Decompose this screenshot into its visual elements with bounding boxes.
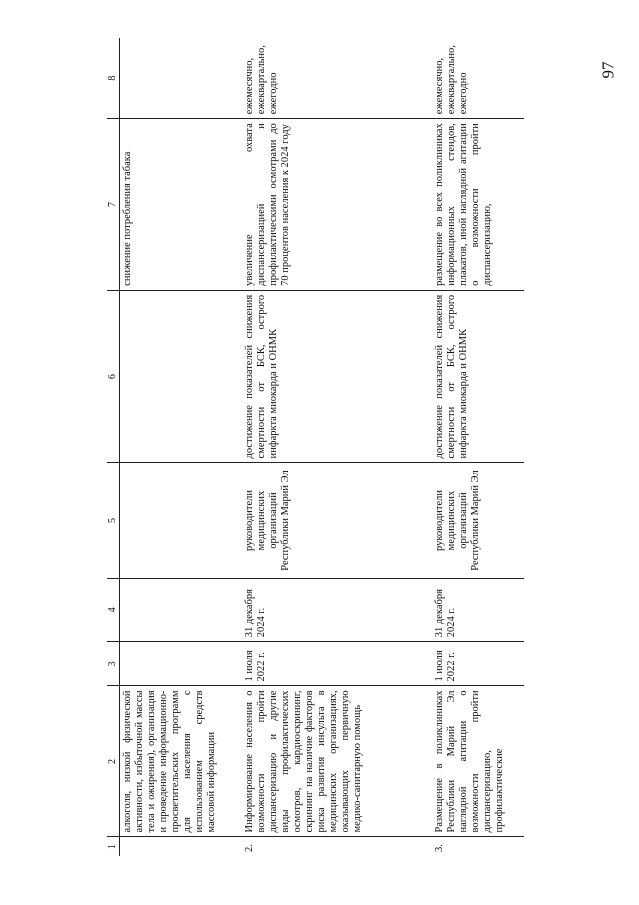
- frequency-cell: [120, 38, 242, 119]
- header-col-6: 6: [107, 290, 120, 463]
- header-col-1: 1: [107, 837, 120, 856]
- goal-cell: достижение показателей снижения смертности от БСК, острого инфаркта миокарда и ОНМК: [242, 290, 432, 463]
- result-cell: увеличение охвата диспансеризацией и профилактическими осмотрами до 70 процентов населения к 2024 году: [242, 119, 432, 291]
- page-number: 97: [598, 61, 618, 79]
- frequency-cell: ежемесячно, ежеквартально, ежегодно: [432, 38, 524, 119]
- responsible-cell: [120, 463, 242, 578]
- header-col-5: 5: [107, 463, 120, 578]
- table-header-row: [107, 38, 120, 856]
- table-row: [242, 38, 432, 856]
- goal-cell: [120, 290, 242, 463]
- header-col-7: 7: [107, 119, 120, 291]
- start-date-cell: 1 июля 2022 г.: [432, 642, 524, 686]
- responsible-cell: руководители медицинских организаций Республики Марий Эл: [242, 463, 432, 578]
- result-cell: размещение во всех поликлиниках информационных стендов, плакатов, иной наглядной агитации о возможности пройти диспансеризацию,: [432, 119, 524, 291]
- end-date-cell: [120, 578, 242, 642]
- row-number: 3.: [433, 844, 445, 852]
- result-cell: снижение потребления табака: [120, 119, 242, 291]
- table-row: [120, 38, 242, 856]
- measures-table: [107, 38, 522, 856]
- measure-cell: алкоголя, низкой физической активности, избыточной массы тела и ожирения), организация и проведение информационно-просветительских программ для населения с использованием средств массовой информации: [120, 686, 242, 837]
- goal-cell: достижение показателей снижения смертности от БСК, острого инфаркта миокарда и ОНМК: [432, 290, 524, 463]
- header-col-2: 2: [107, 686, 120, 837]
- measure-cell: Информирование населения о возможности пройти диспансеризацию и другие виды профилактических осмотров, кардиоскрининг, скрининг на наличие факторов риска развития инсульта в медицинских организациях, оказывающих первичную медико-санитарную помощь: [242, 686, 432, 837]
- row-number: 2.: [243, 844, 255, 852]
- header-col-3: 3: [107, 642, 120, 686]
- start-date-cell: 1 июля 2022 г.: [242, 642, 432, 686]
- measure-cell: Размещение в поликлиниках Республики Марий Эл наглядной агитации о возможности пройти диспансеризацию, профилактические: [432, 686, 524, 837]
- end-date-cell: 31 декабря 2024 г.: [242, 578, 432, 642]
- end-date-cell: 31 декабря 2024 г.: [432, 578, 524, 642]
- table-row: [432, 38, 524, 856]
- header-col-4: 4: [107, 578, 120, 642]
- frequency-cell: ежемесячно, ежеквартально, ежегодно: [242, 38, 432, 119]
- row-number: [120, 837, 242, 856]
- responsible-cell: руководители медицинских организаций Республики Марий Эл: [432, 463, 524, 578]
- start-date-cell: [120, 642, 242, 686]
- header-col-8: 8: [107, 38, 120, 119]
